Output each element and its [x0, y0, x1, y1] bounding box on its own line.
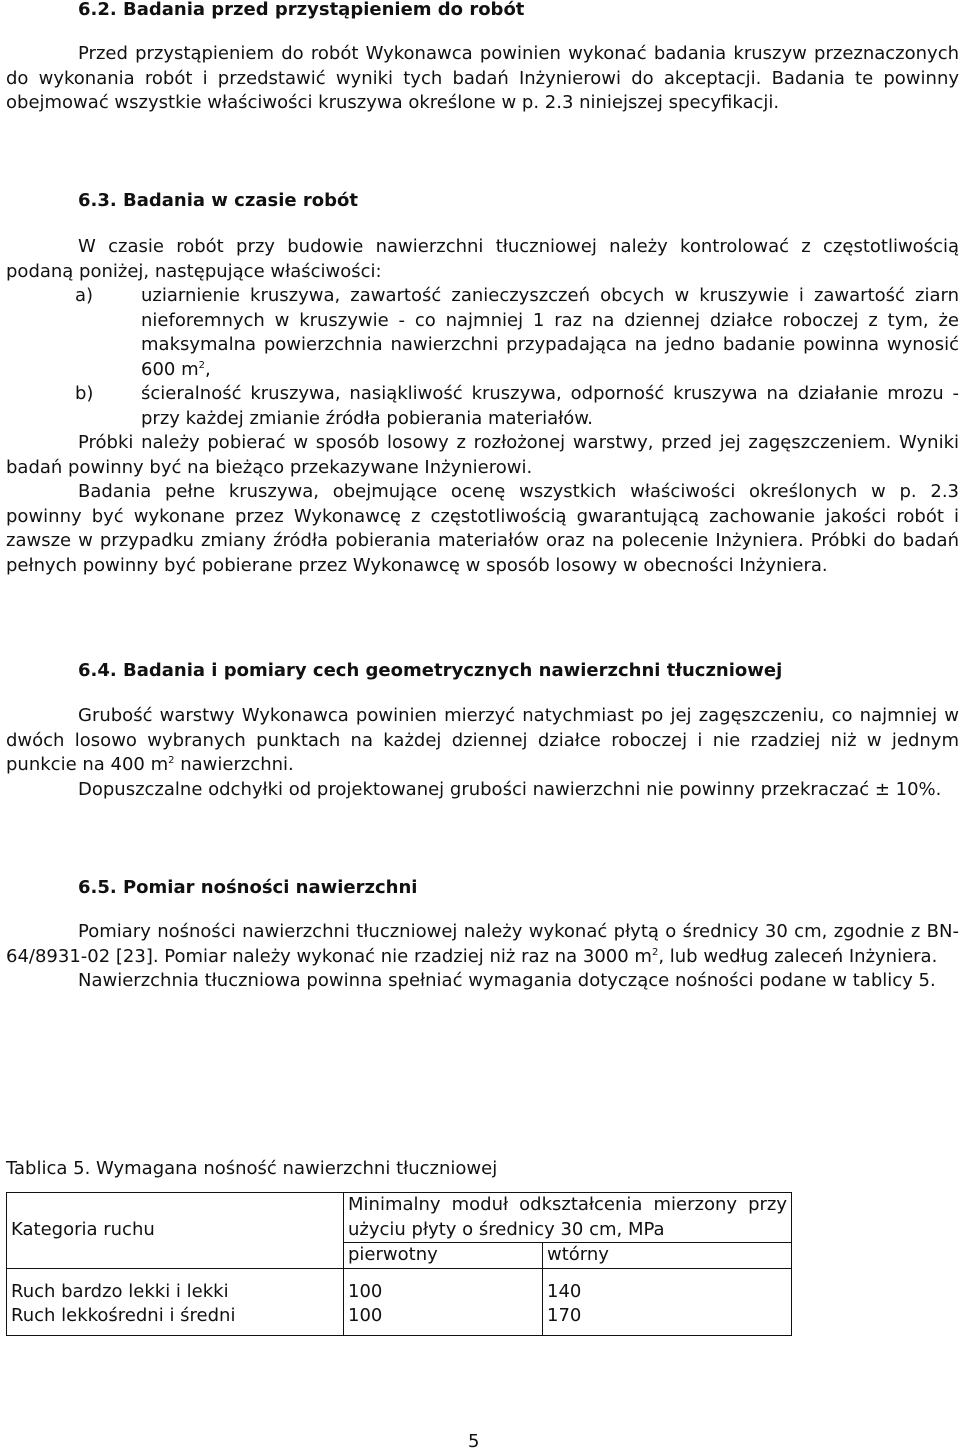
table-row [7, 1268, 792, 1335]
section-6-4-paragraph-1: Grubość warstwy Wykonawca powinien mierzyć natychmiast po jej zagęszczeniu, co najmniej w dwóch losowo wybranych punktach na każdej dziennej działce roboczej i nie rzadziej niż w jednym punkcie na 400 $m^2$ nawierzchni. [6, 705, 959, 775]
table-5-caption: Tablica 5. Wymagana nośność nawierzchni tłuczniowej [6, 1158, 498, 1179]
section-6-5-heading: 6.5. Pomiar nośności nawierzchni [78, 877, 418, 898]
section-6-5-paragraph-2: Nawierzchnia tłuczniowa powinna spełniać wymagania dotyczące nośności podane w tablicy 5. [78, 970, 936, 991]
section-6-2-heading: 6.2. Badania przed przystąpieniem do robót [78, 0, 525, 20]
list-item-a-letter: a) [75, 285, 94, 306]
section-6-4-heading: 6.4. Badania i pomiary cech geometrycznych nawierzchni tłuczniowej [78, 660, 783, 681]
section-6-3-paragraph-2: Badania pełne kruszywa, obejmujące ocenę wszystkich właściwości określonych w p. 2.3 powinny być wykonane przez Wykonawcę z częstotliwością gwarantującą zachowanie jakości robót i zawsze w przypadku zmiany źródła pobierania materiałów oraz na polecenie Inżyniera. Próbki do badań pełnych powinny być pobierane przez Wykonawcę w sposób losowy w obecności Inżyniera. [6, 481, 959, 576]
section-6-5-paragraph-1: Pomiary nośności nawierzchni tłuczniowej należy wykonać płytą o średnicy 30 cm, zgodnie z BN-64/8931-02 [23]. Pomiar należy wykonać nie rzadziej niż raz na 3000 $m^2$, lub według zaleceń Inżyniera. [6, 921, 959, 967]
list-item-b-letter: b) [75, 383, 94, 404]
table-cell-primary: 100 [348, 1305, 383, 1326]
list-item-b-text: ścieralność kruszywa, nasiąkliwość kruszywa, odporność kruszywa na działanie mrozu - przy każdej zmianie źródła pobierania materiałów. [141, 383, 959, 429]
list-item-b [6, 382, 959, 431]
table-cell-secondary: 170 [547, 1305, 582, 1326]
section-6-3-heading: 6.3. Badania w czasie robót [78, 190, 358, 211]
page-number: 5 [468, 1431, 480, 1452]
table-header-modulus: Minimalny moduł odkształcenia mierzony przy użyciu płyty o średnicy 30 cm, MPa [344, 1193, 792, 1243]
table-cell-category: Ruch lekkośredni i średni [11, 1305, 236, 1326]
table-cell-primary: 100 [348, 1280, 383, 1302]
section-6-3-paragraph-1: Próbki należy pobierać w sposób losowy z rozłożonej warstwy, przed jej zagęszczeniem. Wyniki badań powinny być na bieżąco przekazywane Inżynierowi. [6, 432, 959, 478]
list-item-a [6, 284, 959, 382]
list-item-a-text: uziarnienie kruszywa, zawartość zanieczyszczeń obcych w kruszywie i zawartość ziarn nieforemnych w kruszywie - co najmniej 1 raz na dziennej działce roboczej z tym, że maksymalna powierzchnia nawierzchni przypadająca na jedno badanie powinna wynosić 600 $m^2$, [141, 285, 959, 380]
table-header-category: Kategoria ruchu [7, 1193, 344, 1269]
section-6-3-intro: W czasie robót przy budowie nawierzchni tłuczniowej należy kontrolować z częstotliwością podaną poniżej, następujące właściwości: [6, 236, 959, 282]
section-6-2-paragraph: Przed przystąpieniem do robót Wykonawca powinien wykonać badania kruszyw przeznaczonych do wykonania robót i przedstawić wyniki tych badań Inżynierowi do akceptacji. Badania te powinny obejmować wszystkie właściwości kruszywa określone w p. 2.3 niniejszej specyfikacji. [6, 43, 959, 113]
table-cell-category: Ruch bardzo lekki i lekki [11, 1280, 229, 1302]
table-5 [6, 1192, 792, 1336]
table-subheader-primary: pierwotny [344, 1243, 543, 1269]
table-header-row [7, 1193, 792, 1243]
table-cell-secondary: 140 [547, 1280, 582, 1302]
section-6-4-paragraph-2: Dopuszczalne odchyłki od projektowanej grubości nawierzchni nie powinny przekraczać ± 10%. [78, 778, 942, 800]
table-subheader-secondary: wtórny [543, 1243, 792, 1269]
